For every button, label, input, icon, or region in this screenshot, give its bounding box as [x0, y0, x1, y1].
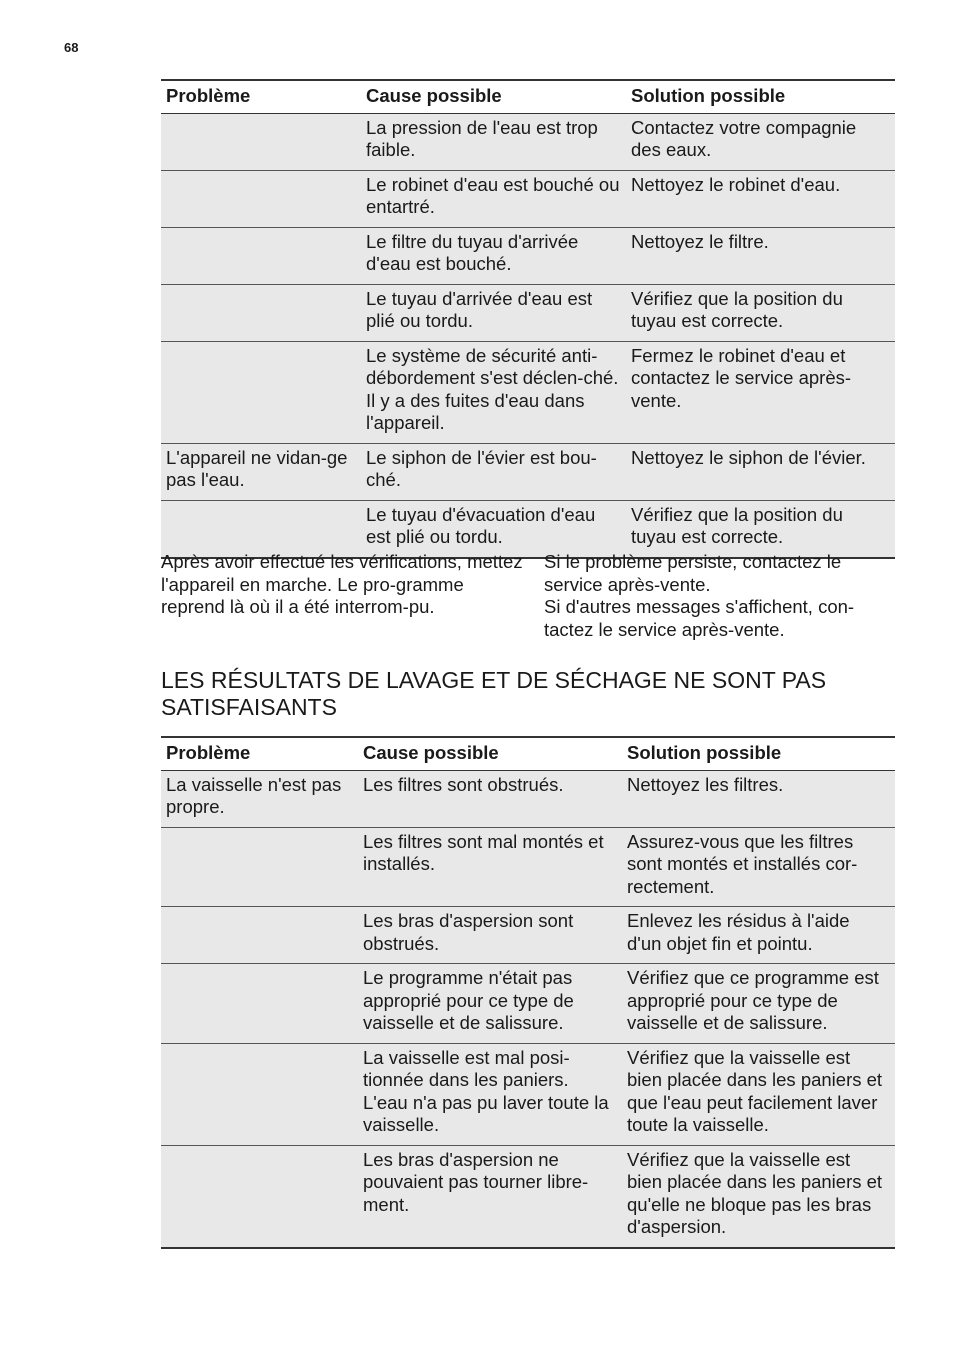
- table-row: [161, 341, 895, 443]
- cell-solution: Vérifiez que la vaisselle est bien placée dans les paniers et qu'elle ne bloque pas les bras d'aspersion.: [622, 1145, 895, 1248]
- header-solution: Solution possible: [626, 80, 895, 113]
- cell-solution: Contactez votre compagnie des eaux.: [626, 113, 895, 170]
- cell-cause: La vaisselle est mal posi-tionnée dans les paniers. L'eau n'a pas pu laver toute la vaisselle.: [358, 1043, 622, 1145]
- cell-problem: La vaisselle n'est pas propre.: [161, 770, 358, 827]
- cell-solution: Fermez le robinet d'eau et contactez le service après-vente.: [626, 341, 895, 443]
- table-row: [161, 1145, 895, 1248]
- cell-problem: [161, 1145, 358, 1248]
- cell-problem: [161, 113, 361, 170]
- cell-solution: Vérifiez que la position du tuyau est correcte.: [626, 500, 895, 558]
- cell-problem: [161, 827, 358, 907]
- header-solution: Solution possible: [622, 737, 895, 770]
- cell-cause: Le robinet d'eau est bouché ou entartré.: [361, 170, 626, 227]
- cell-solution: Enlevez les résidus à l'aide d'un objet fin et pointu.: [622, 907, 895, 964]
- cell-cause: Le système de sécurité anti-débordement s'est déclen-ché. Il y a des fuites d'eau dans l'appareil.: [361, 341, 626, 443]
- note-left-text: Après avoir effectué les vérifications, mettez l'appareil en marche. Le pro-gramme reprend là où il a été interrom-pu.: [161, 551, 523, 617]
- cell-cause: Le tuyau d'arrivée d'eau est plié ou tordu.: [361, 284, 626, 341]
- note-left: [161, 551, 523, 619]
- table-row: [161, 113, 895, 170]
- cell-cause: Le programme n'était pas approprié pour ce type de vaisselle et de salissure.: [358, 964, 622, 1044]
- cell-problem: [161, 170, 361, 227]
- cell-solution: Nettoyez les filtres.: [622, 770, 895, 827]
- table-row: [161, 170, 895, 227]
- note-right-text-2: Si d'autres messages s'affichent, con-tactez le service après-vente.: [544, 596, 855, 640]
- cell-solution: Nettoyez le robinet d'eau.: [626, 170, 895, 227]
- table-row: [161, 284, 895, 341]
- table-row: [161, 1043, 895, 1145]
- cell-cause: Les filtres sont obstrués.: [358, 770, 622, 827]
- table-row: [161, 827, 895, 907]
- cell-cause: Le siphon de l'évier est bou-ché.: [361, 443, 626, 500]
- cell-problem: [161, 341, 361, 443]
- note-right: [544, 551, 895, 641]
- table-row: [161, 443, 895, 500]
- cell-solution: Vérifiez que la vaisselle est bien placée dans les paniers et que l'eau peut facilement laver toute la vaisselle.: [622, 1043, 895, 1145]
- header-cause: Cause possible: [361, 80, 626, 113]
- cell-cause: La pression de l'eau est trop faible.: [361, 113, 626, 170]
- cell-cause: Les bras d'aspersion ne pouvaient pas tourner libre-ment.: [358, 1145, 622, 1248]
- header-problem: Problème: [161, 737, 358, 770]
- cell-solution: Vérifiez que la position du tuyau est correcte.: [626, 284, 895, 341]
- cell-cause: Le filtre du tuyau d'arrivée d'eau est bouché.: [361, 227, 626, 284]
- page-number: 68: [64, 40, 79, 55]
- header-problem: Problème: [161, 80, 361, 113]
- table-row: [161, 227, 895, 284]
- cell-solution: Nettoyez le filtre.: [626, 227, 895, 284]
- table-row: [161, 964, 895, 1044]
- table-row: [161, 500, 895, 558]
- cell-problem: [161, 1043, 358, 1145]
- cell-cause: Le tuyau d'évacuation d'eau est plié ou tordu.: [361, 500, 626, 558]
- table-header-row: [161, 737, 895, 770]
- cell-solution: Vérifiez que ce programme est approprié pour ce type de vaisselle et de salissure.: [622, 964, 895, 1044]
- cell-problem: [161, 227, 361, 284]
- troubleshooting-table-wash-results: [161, 736, 895, 1249]
- table-header-row: [161, 80, 895, 113]
- cell-problem: [161, 500, 361, 558]
- troubleshooting-table-water-drain: [161, 79, 895, 559]
- header-cause: Cause possible: [358, 737, 622, 770]
- cell-problem: [161, 284, 361, 341]
- note-right-text-1: Si le problème persiste, contactez le service après-vente.: [544, 551, 842, 595]
- cell-cause: Les filtres sont mal montés et installés.: [358, 827, 622, 907]
- cell-problem: [161, 964, 358, 1044]
- cell-problem: [161, 907, 358, 964]
- table-row: [161, 907, 895, 964]
- cell-solution: Assurez-vous que les filtres sont montés et installés cor-rectement.: [622, 827, 895, 907]
- cell-solution: Nettoyez le siphon de l'évier.: [626, 443, 895, 500]
- table-row: [161, 770, 895, 827]
- cell-cause: Les bras d'aspersion sont obstrués.: [358, 907, 622, 964]
- section-heading: LES RÉSULTATS DE LAVAGE ET DE SÉCHAGE NE SONT PAS SATISFAISANTS: [161, 667, 827, 720]
- cell-problem: L'appareil ne vidan-ge pas l'eau.: [161, 443, 361, 500]
